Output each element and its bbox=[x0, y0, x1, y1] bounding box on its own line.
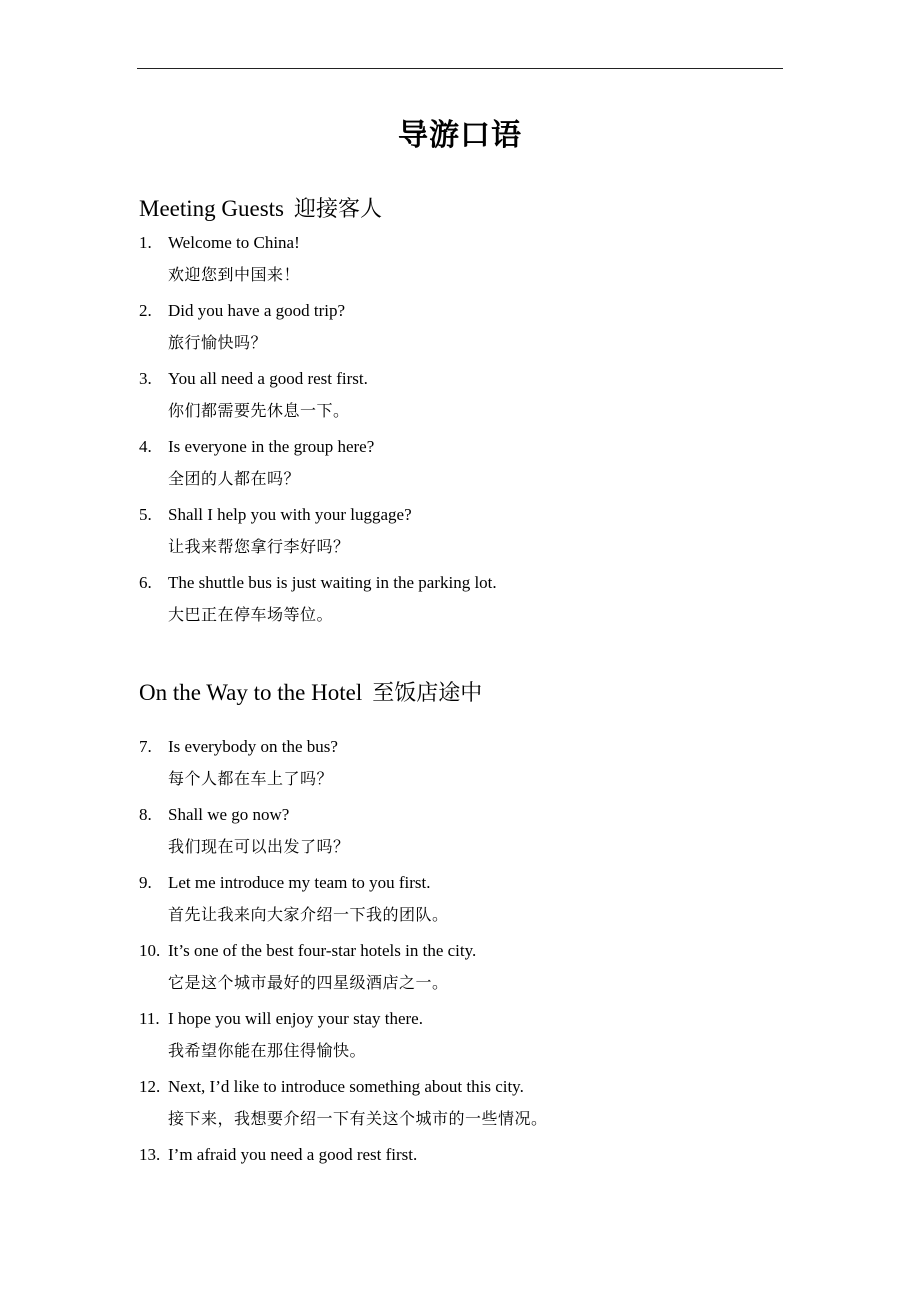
item-number: 7. bbox=[139, 737, 152, 756]
phrase-english: Did you have a good trip? bbox=[168, 301, 346, 320]
phrase-chinese: 大巴正在停车场等位。 bbox=[168, 605, 334, 624]
phrase-item bbox=[139, 871, 779, 927]
phrase-item bbox=[139, 735, 779, 791]
phrase-english: I’m afraid you need a good rest first. bbox=[168, 1145, 418, 1164]
phrase-chinese: 我希望你能在那住得愉快。 bbox=[168, 1041, 367, 1060]
phrase-english: You all need a good rest first. bbox=[168, 369, 368, 388]
phrase-english: Let me introduce my team to you first. bbox=[168, 873, 431, 892]
phrase-item bbox=[139, 1143, 779, 1167]
phrase-item bbox=[139, 231, 779, 287]
phrase-english: The shuttle bus is just waiting in the parking lot. bbox=[168, 573, 497, 592]
phrase-chinese: 我们现在可以出发了吗？ bbox=[168, 837, 350, 856]
phrase-english: It’s one of the best four-star hotels in the city. bbox=[168, 941, 477, 960]
item-number: 1. bbox=[139, 233, 152, 252]
phrase-chinese: 你们都需要先休息一下。 bbox=[168, 401, 350, 420]
header-rule bbox=[137, 68, 783, 69]
phrase-chinese: 它是这个城市最好的四星级酒店之一。 bbox=[168, 973, 449, 992]
section-heading-on-the-way bbox=[139, 678, 482, 709]
phrase-chinese: 旅行愉快吗？ bbox=[168, 333, 268, 352]
phrase-english: Is everyone in the group here? bbox=[168, 437, 375, 456]
phrase-english: I hope you will enjoy your stay there. bbox=[168, 1009, 423, 1028]
phrase-item bbox=[139, 803, 779, 859]
phrase-item bbox=[139, 503, 779, 559]
section-heading-zh: 迎接客人 bbox=[294, 197, 383, 222]
phrase-item bbox=[139, 299, 779, 355]
phrase-item bbox=[139, 1075, 779, 1131]
phrase-item bbox=[139, 571, 779, 627]
page-title: 导游口语 bbox=[398, 118, 522, 153]
item-number: 11. bbox=[139, 1009, 160, 1028]
phrase-item bbox=[139, 1007, 779, 1063]
item-number: 13. bbox=[139, 1145, 161, 1164]
phrase-item bbox=[139, 435, 779, 491]
phrase-english: Welcome to China! bbox=[168, 233, 300, 252]
phrase-chinese: 每个人都在车上了吗？ bbox=[168, 769, 334, 788]
section-heading-zh: 至饭店途中 bbox=[372, 681, 483, 706]
section-heading-en: On the Way to the Hotel bbox=[139, 680, 363, 705]
item-number: 5. bbox=[139, 505, 152, 524]
item-number: 4. bbox=[139, 437, 152, 456]
phrase-chinese: 让我来帮您拿行李好吗？ bbox=[168, 537, 350, 556]
item-number: 9. bbox=[139, 873, 152, 892]
phrase-item bbox=[139, 367, 779, 423]
item-number: 6. bbox=[139, 573, 152, 592]
item-number: 12. bbox=[139, 1077, 161, 1096]
item-number: 2. bbox=[139, 301, 152, 320]
section-heading-meeting-guests bbox=[139, 194, 382, 225]
phrase-english: Is everybody on the bus? bbox=[168, 737, 338, 756]
phrase-chinese: 欢迎您到中国来！ bbox=[168, 265, 301, 284]
phrase-english: Shall we go now? bbox=[168, 805, 290, 824]
section-heading-en: Meeting Guests bbox=[139, 196, 285, 221]
phrase-chinese: 全团的人都在吗？ bbox=[168, 469, 301, 488]
phrase-english: Shall I help you with your luggage? bbox=[168, 505, 412, 524]
phrase-chinese: 接下来，我想要介绍一下有关这个城市的一些情况。 bbox=[168, 1109, 548, 1128]
item-number: 10. bbox=[139, 941, 161, 960]
item-number: 8. bbox=[139, 805, 152, 824]
item-number: 3. bbox=[139, 369, 152, 388]
phrase-english: Next, I’d like to introduce something about this city. bbox=[168, 1077, 524, 1096]
phrase-chinese: 首先让我来向大家介绍一下我的团队。 bbox=[168, 905, 449, 924]
phrase-item bbox=[139, 939, 779, 995]
